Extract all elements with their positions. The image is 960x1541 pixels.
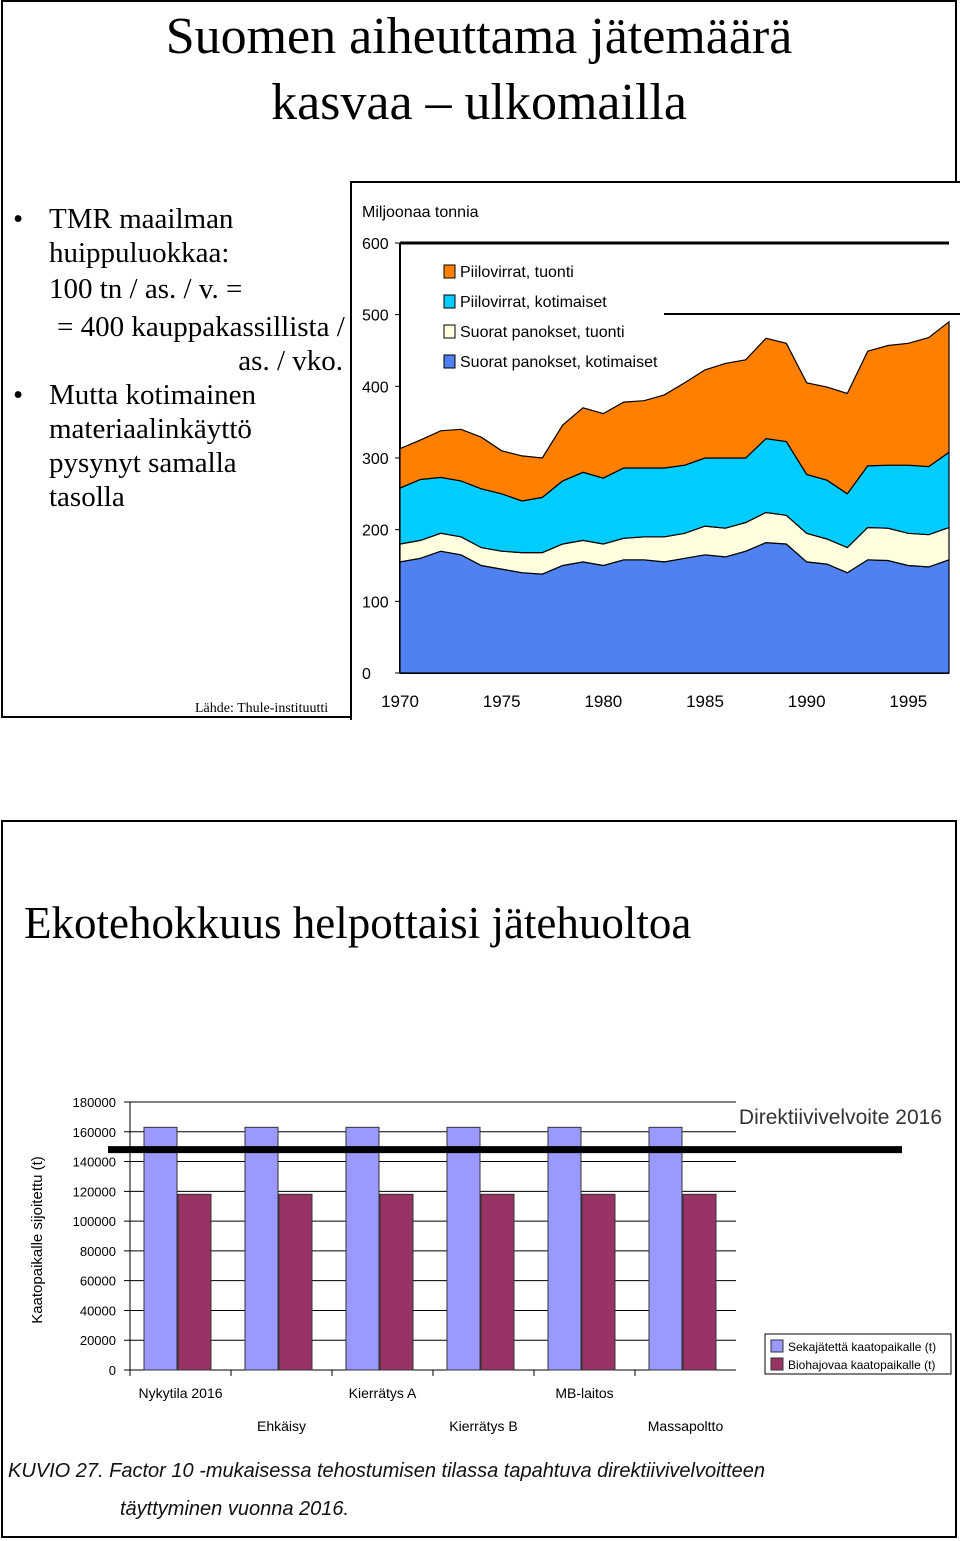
bar-sekajate — [245, 1127, 278, 1370]
y-tick-label: 60000 — [79, 1273, 116, 1289]
y-tick-label: 0 — [362, 666, 371, 683]
legend-label: Suorat panokset, tuonti — [460, 324, 625, 341]
figure-caption-line1: KUVIO 27. Factor 10 -mukaisessa tehostumisen tilassa tapahtuva direktiivivelvoitteen — [8, 1460, 766, 1482]
bar-biohajoava — [582, 1194, 615, 1370]
legend-label: Sekajätettä kaatopaikalle (t) — [788, 1340, 937, 1354]
title-line-2: kasvaa – ulkomailla — [271, 74, 687, 131]
x-tick-label: 1995 — [889, 692, 928, 711]
legend-swatch — [444, 325, 455, 338]
x-tick-label: 1990 — [787, 692, 826, 711]
x-tick-label: 1985 — [686, 692, 724, 711]
title-line-1: Suomen aiheuttama jätemäärä — [165, 8, 793, 65]
area-chart-svg — [352, 183, 960, 720]
bar-biohajoava — [380, 1194, 413, 1370]
legend-label: Piilovirrat, kotimaiset — [460, 294, 607, 311]
bar-sekajate — [548, 1127, 581, 1370]
figure-caption-line2: täyttyminen vuonna 2016. — [120, 1498, 350, 1520]
bullet-text: tasolla — [49, 481, 125, 513]
y-tick-label: 40000 — [79, 1303, 116, 1319]
y-tick-label: 300 — [362, 451, 389, 468]
legend-swatch — [771, 1358, 783, 1370]
x-tick-label: 1980 — [584, 692, 623, 711]
y-axis-label: Kaatopaikalle sijoitettu (t) — [29, 1156, 46, 1324]
bar-biohajoava — [178, 1194, 211, 1370]
legend-label: Biohajovaa kaatopaikalle (t) — [788, 1358, 936, 1372]
y-axis-label: Miljoonaa tonnia — [362, 204, 479, 221]
y-tick-label: 160000 — [72, 1124, 116, 1140]
x-tick-label: MB-laitos — [555, 1385, 614, 1401]
y-tick-label: 80000 — [79, 1243, 116, 1259]
bullet-tmr — [13, 202, 353, 378]
y-tick-label: 140000 — [72, 1154, 116, 1170]
bullet-text: huippuluokkaa: — [49, 237, 230, 269]
bullet-text: as. / vko. — [238, 345, 343, 377]
legend-swatch — [771, 1340, 783, 1352]
bar-sekajate — [144, 1127, 177, 1370]
bullet-text: 100 tn / as. / v. = — [49, 273, 243, 305]
bar-biohajoava — [279, 1194, 312, 1370]
bullet-dot: • — [13, 379, 24, 411]
y-tick-label: 180000 — [72, 1095, 116, 1110]
slide-waste-abroad — [1, 0, 957, 718]
x-tick-label: Nykytila 2016 — [138, 1385, 223, 1401]
y-tick-label: 600 — [362, 236, 389, 253]
x-tick-label: Ehkäisy — [256, 1418, 307, 1434]
legend-swatch — [444, 295, 455, 308]
material-flow-chart — [350, 181, 960, 720]
legend-label: Piilovirrat, tuonti — [460, 264, 574, 281]
x-tick-label: Kierrätys B — [449, 1418, 518, 1434]
bullet-text: = 400 kauppakassillista / — [57, 311, 345, 343]
bullet-text: pysynyt samalla — [49, 447, 237, 479]
bar-sekajate — [447, 1127, 480, 1370]
source-note: Lähde: Thule-instituutti — [195, 701, 329, 716]
y-tick-label: 100 — [362, 594, 389, 612]
bar-biohajoava — [683, 1194, 716, 1370]
bar-biohajoava — [481, 1194, 514, 1370]
slide2-title: Ekotehokkuus helpottaisi jätehuoltoa — [24, 898, 692, 948]
y-tick-label: 200 — [362, 522, 389, 540]
y-tick-label: 120000 — [72, 1184, 116, 1200]
bullet-text: Mutta kotimainen — [49, 379, 256, 411]
y-tick-label: 100000 — [72, 1214, 116, 1230]
x-tick-label: 1975 — [482, 692, 521, 711]
bullet-list — [13, 202, 353, 514]
x-tick-label: 1970 — [381, 692, 419, 711]
reference-line-label: Direktiivivelvoite 2016 — [738, 1106, 942, 1129]
y-tick-label: 500 — [362, 307, 389, 325]
bar-sekajate — [649, 1127, 682, 1370]
legend-swatch — [444, 265, 455, 278]
legend-swatch — [444, 355, 455, 368]
slide-title — [3, 4, 955, 136]
bullet-text: TMR maailman — [49, 203, 234, 235]
x-tick-label: Massapoltto — [647, 1418, 724, 1434]
y-tick-label: 0 — [108, 1363, 116, 1378]
y-tick-label: 400 — [362, 379, 389, 397]
bullet-kotimainen — [13, 378, 353, 514]
x-tick-label: Kierrätys A — [348, 1385, 417, 1401]
bullet-dot: • — [13, 203, 24, 235]
bullet-text: materiaalinkäyttö — [49, 413, 252, 445]
bar-sekajate — [346, 1127, 379, 1370]
y-tick-label: 20000 — [79, 1333, 116, 1349]
legend-label: Suorat panokset, kotimaiset — [460, 354, 658, 371]
